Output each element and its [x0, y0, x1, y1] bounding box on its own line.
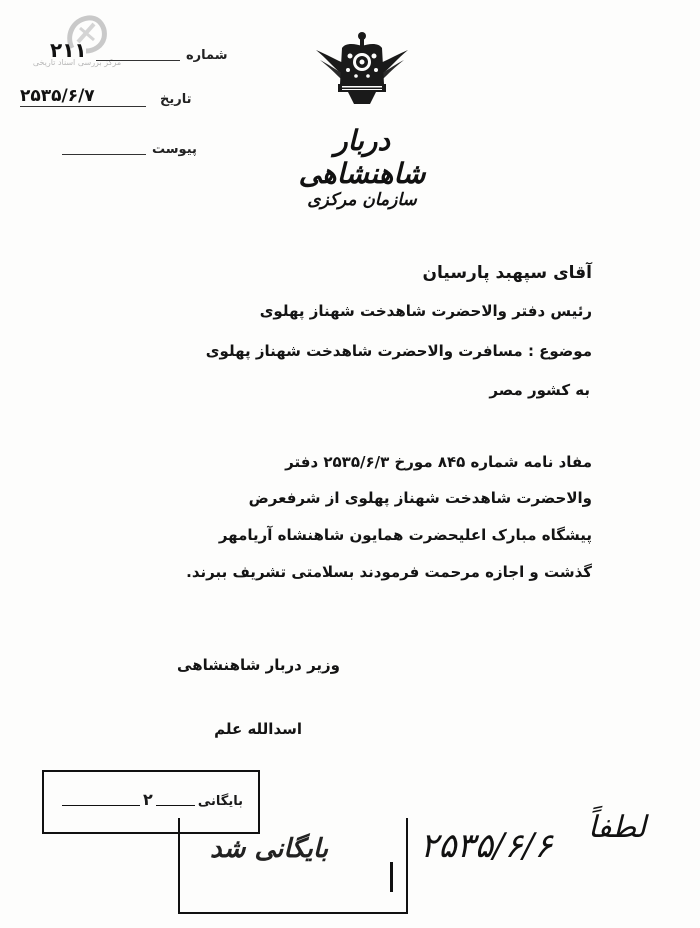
letter-number: ۲۱۱ — [50, 38, 87, 62]
court-subtitle: سازمان مرکزی — [307, 190, 417, 210]
number-label: شماره — [186, 48, 228, 63]
crown-emblem-icon — [312, 30, 412, 110]
stamp-divider — [390, 862, 393, 892]
stamp-number: ۲ — [140, 790, 156, 809]
recipient-title: رئیس دفتر والاحضرت شاهدخت شهناز پهلوی — [259, 302, 592, 320]
archive-stamp-box — [42, 770, 260, 834]
attachment-label: پیوست — [152, 142, 197, 157]
watermark-text: مرکز بررسی اسناد تاریخی — [32, 58, 122, 67]
court-title: دربار شاهنشاهی — [298, 124, 426, 190]
body-line: گذشت و اجازه مرحمت فرمودند بسلامتی تشریف ببرند. — [186, 563, 592, 581]
subject-line: موضوع : مسافرت والاحضرت شاهدخت شهناز پهلوی — [205, 342, 592, 360]
signatory-title: وزیر دربار شاهنشاهی — [177, 656, 340, 674]
body-line: والاحضرت شاهدخت شهناز پهلوی از شرفعرض — [248, 489, 592, 507]
date-label: تاریخ — [160, 92, 192, 107]
handwritten-word: لطفاً — [588, 810, 647, 845]
signatory-name: اسدالله علم — [214, 720, 302, 738]
attachment-line — [62, 154, 146, 155]
recipient: آقای سپهبد پارسیان — [422, 263, 592, 283]
stamp-label: بایگانی — [195, 794, 246, 809]
body-line: پیشگاه مبارک اعلیحضرت همایون شاهنشاه آریامهر — [218, 526, 592, 544]
letter-date: ۲۵۳۵/۶/۷ — [20, 86, 95, 106]
handwritten-date: ۲۵۳۵/۶/۶ — [420, 826, 553, 866]
body-line: مفاد نامه شماره ۸۴۵ مورخ ۲۵۳۵/۶/۳ دفتر — [285, 453, 592, 471]
number-line — [96, 60, 180, 61]
date-line — [20, 106, 146, 107]
handwritten-note — [420, 800, 690, 890]
subject-continuation: به کشور مصر — [489, 381, 590, 399]
archive-stamp-text: بایگانی شد — [210, 834, 329, 864]
